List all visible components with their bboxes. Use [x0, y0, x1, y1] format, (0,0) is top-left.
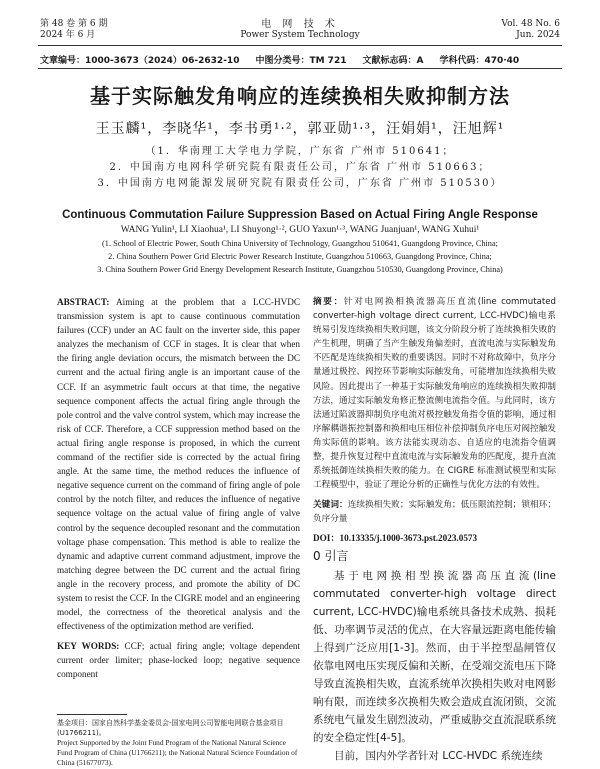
- footnote-rule: [57, 714, 127, 715]
- article-meta: 文章编号：1000-3673（2024）06-2632-10 中图分类号：TM 721 文献标志码：A 学科代码：470·40: [40, 56, 520, 66]
- intro-paragraph-2: 目前，国内外学者针对 LCC-HVDC 系统连续: [334, 749, 543, 762]
- journal-name: 电 网 技 术 Power System Technology: [240, 19, 360, 40]
- title-en: Continuous Commutation Failure Suppression Based on Actual Firing Angle Response: [62, 209, 538, 221]
- doi: DOI：10.13335/j.1000-3673.pst.2023.0573: [313, 532, 478, 543]
- abstract-en: ABSTRACT: Aiming at the problem that a LCC-HVDC transmission system is apt to cause continuous commutation failures (CCF) under an AC fault on the inverter side, this paper analyzes the mechanism of CCF in stages. It is clear that when the firing angle deviation occurs, the mismatch between the DC current and the actual firing angle is an important cause of the CCF. If an asymmetric fault occurs at that time, the negative sequence component affects the actual firing angle through the pole control and the valve control system, which may increase the risk of CCF. Therefore, a CCF suppression method based on the actual firing angle response is proposed, in which the current command of the rectifier side is corrected by the actual firing angle. At the same time, the method reduces the influence of negative sequence current on the command of firing angle of pole control by the notch filter, and reduces the influence of negative sequence voltage on the actual value of firing angle of valve control by the sequence decoupled resonant and the commutation voltage phase compensation. This method is able to realize the dynamic and adaptive current command adjustment, improve the matching degree between the DC current and the actual firing angle in the recovery process, and promote the ability of DC system to resist the CCF. In the CIGRE model and an engineering model, the correctness of the theoretical analysis and the effectiveness of the optimization method are verified.: [57, 297, 300, 632]
- affiliation-cn-1: （1．华南理工大学电力学院，广东省 广州市 510641；: [145, 146, 455, 157]
- abstract-cn: 摘要：针对电网换相换流器高压直流(line commutated converter-high voltage direct current, LCC-HVDC)输电系统易引发连续换相失败问题，该文分阶段分析了连续换相失败的产生机理，明确了当产生触发角偏差时，直流电流与实际触发角不匹配是连续换相失败的重要诱因。同时不对称故障中，负序分量通过极控、阀控环节影响实际触发角，可能增加连续换相失败风险。因此提出了一种基于实际触发角响应的连续换相失败抑制方法，通过实际触发角修正整流侧电流指令值。与此同时，该方法通过陷波器抑制负序电流对极控触发角指令值的影响，通过相序解耦谐振控制器和换相电压相位补偿抑制负序电压对阀控触发角实际值的影响。该方法能实现动态、自适应的电流指令值调整，提升恢复过程中直流电流与实际触发角的匹配度，提升直流系统抵御连续换相失败的能力。在 CIGRE 标准测试模型和实际工程模型中，验证了理论分析的正确性与优化方法的有效性。: [313, 297, 556, 491]
- keywords-en: KEY WORDS: CCF; actual firing angle; voltage dependent current order limiter; phase-locked loop; negative sequence component: [57, 641, 300, 680]
- abstract-en-column: [57, 295, 300, 682]
- keywords-cn: 关键词：连续换相失败；实际触发角；低压限流控制；锁相环；负序分量: [313, 500, 556, 525]
- affiliation-cn-3: 3．中国南方电网能源发展研究院有限责任公司，广东省 广州市 510530）: [97, 178, 503, 189]
- journal-issue: Vol. 48 No. 6 Jun. 2024: [501, 19, 560, 40]
- section-heading: 0 引言: [313, 548, 349, 563]
- affiliation-en-3: 3. China Southern Power Grid Energy Development Research Institute, Guangzhou 510530, Guangdong Province, China): [97, 265, 503, 274]
- intro-paragraph-1: 基于电网换相型换流器高压直流(line commutated converter-high voltage direct current, LCC-HVDC)输电系统具备技术成熟、损耗低、功率调节灵活的优点，在大容量远距离电能传输上得到广泛应用[1-3]。然而，由于半控型晶闸管仅依靠电网电压实现反偏和关断，在受端交流电压下降导致直流换相失败，直流系统单次换相失败对电网影响有限，而连续多次换相失败会造成直流闭锁，交流系统电气量发生剧烈波动，严重威胁交直流混联系统的安全稳定性[4-5]。: [313, 569, 556, 744]
- authors-cn: 王玉麟¹，李晓华¹，李书勇¹·²，郭亚勋¹·³，汪娟娟¹，汪旭辉¹: [95, 121, 505, 137]
- footnote: 基金项目：国家自然科学基金委员会-国家电网公司智能电网联合基金项目(U1766211)。 Project Supported by the Joint Fund Program of the National Natural Science Fund Program of China (U1766211); the National Natural Science Foundation of China (51677073).: [57, 719, 298, 767]
- page-title: 基于实际触发角响应的连续换相失败抑制方法: [90, 84, 510, 108]
- affiliation-en-1: (1. School of Electric Power, South China University of Technology, Guangzhou 510641, Guangdong Province, China;: [102, 239, 498, 248]
- affiliation-en-2: 2. China Southern Power Grid Electric Power Research Institute, Guangzhou 510663, Guangdong Province, China;: [108, 252, 492, 261]
- authors-en: WANG Yulin¹, LI Xiaohua¹, LI Shuyong¹·², GUO Yaxun¹·³, WANG Juanjuan¹, WANG Xuhui¹: [120, 225, 480, 235]
- journal-volume: 第 48 卷 第 6 期 2024 年 6 月: [40, 19, 108, 40]
- affiliation-cn-2: 2．中国南方电网科学研究院有限责任公司，广东省 广州市 510663；: [109, 162, 491, 173]
- meta-rule: [38, 68, 562, 69]
- header-rule: [38, 45, 562, 46]
- abstract-cn-column: [313, 295, 556, 765]
